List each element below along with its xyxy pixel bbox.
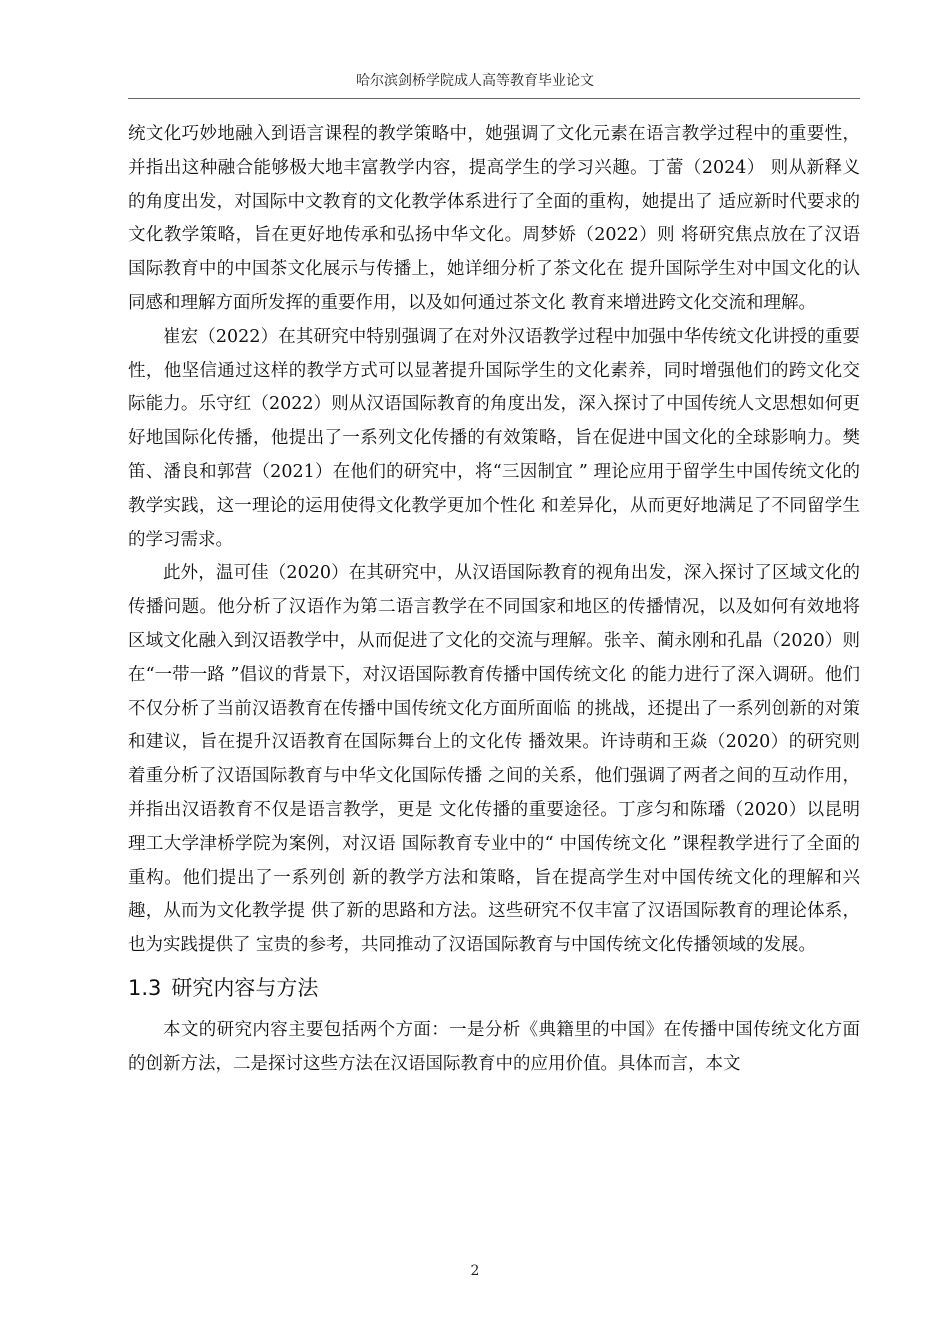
- header-divider: [128, 98, 860, 99]
- page-number: 2: [470, 1263, 480, 1279]
- section-heading: [128, 966, 860, 1010]
- body-paragraph-3: 此外，温可佳（2020）在其研究中，从汉语国际教育的视角出发，深入探讨了区域文化的传播问题。他分析了汉语作为第二语言教学在不同国家和地区的传播情况，以及如何有效地将区域文化融入到汉语教学中，从而促进了文化的交流与理解。张辛、蔺永刚和孔晶（2020）则在“一带一路 ”倡议的背景下，对汉语国际教育传播中国传统文化 的能力进行了深入调研。他们不仅分析了当前汉语教育在传播中国传统文化方面所面临 的挑战，还提出了一系列创新的对策和建议，旨在提升汉语教育在国际舞台上的文化传 播效果。许诗萌和王焱（2020）的研究则着重分析了汉语国际教育与中华文化国际传播 之间的关系，他们强调了两者之间的互动作用，并指出汉语教育不仅是语言教学，更是 文化传播的重要途径。丁彦匀和陈璠（2020）以昆明理工大学津桥学院为案例，对汉语 国际教育专业中的“ 中国传统文化 ”课程教学进行了全面的重构。他们提出了一系列创 新的教学方法和策略，旨在提高学生对中国传统文化的理解和兴趣，从而为文化教学提 供了新的思路和方法。这些研究不仅丰富了汉语国际教育的理论体系，也为实践提供了 宝贵的参考，共同推动了汉语国际教育与中国传统文化传播领域的发展。: [128, 563, 860, 956]
- body-paragraph-4: 本文的研究内容主要包括两个方面：一是分析《典籍里的中国》在传播中国传统文化方面的创新方法，二是探讨这些方法在汉语国际教育中的应用价值。具体而言，本文: [128, 1019, 860, 1074]
- running-header: 哈尔滨剑桥学院成人高等教育毕业论文: [356, 73, 594, 89]
- page-body: [128, 118, 860, 1082]
- body-paragraph-1: 统文化巧妙地融入到语言课程的教学策略中，她强调了文化元素在语言教学过程中的重要性，并指出这种融合能够极大地丰富教学内容，提高学生的学习兴趣。丁蕾（2024） 则从新释义的角度出发，对国际中文教育的文化教学体系进行了全面的重构，她提出了 适应新时代要求的文化教学策略，旨在更好地传承和弘扬中华文化。周梦娇（2022）则 将研究焦点放在了汉语国际教育中的中国茶文化展示与传播上，她详细分析了茶文化在 提升国际学生对中国文化的认同感和理解方面所发挥的重要作用，以及如何通过茶文化 教育来增进跨文化交流和理解。: [128, 124, 860, 313]
- section-title: 研究内容与方法: [171, 975, 319, 1000]
- body-paragraph-2: 崔宏（2022）在其研究中特别强调了在对外汉语教学过程中加强中华传统文化讲授的重要性，他坚信通过这样的教学方式可以显著提升国际学生的文化素养，同时增强他们的跨文化交际能力。乐守红（2022）则从汉语国际教育的角度出发，深入探讨了中国传统人文思想如何更好地国际化传播，他提出了一系列文化传播的有效策略，旨在促进中国文化的全球影响力。樊笛、潘良和郭营（2021）在他们的研究中，将“三因制宜 ” 理论应用于留学生中国传统文化的教学实践，这一理论的运用使得文化教学更加个性化 和差异化，从而更好地满足了不同留学生的学习需求。: [128, 326, 860, 550]
- section-number: 1.3: [128, 975, 162, 1000]
